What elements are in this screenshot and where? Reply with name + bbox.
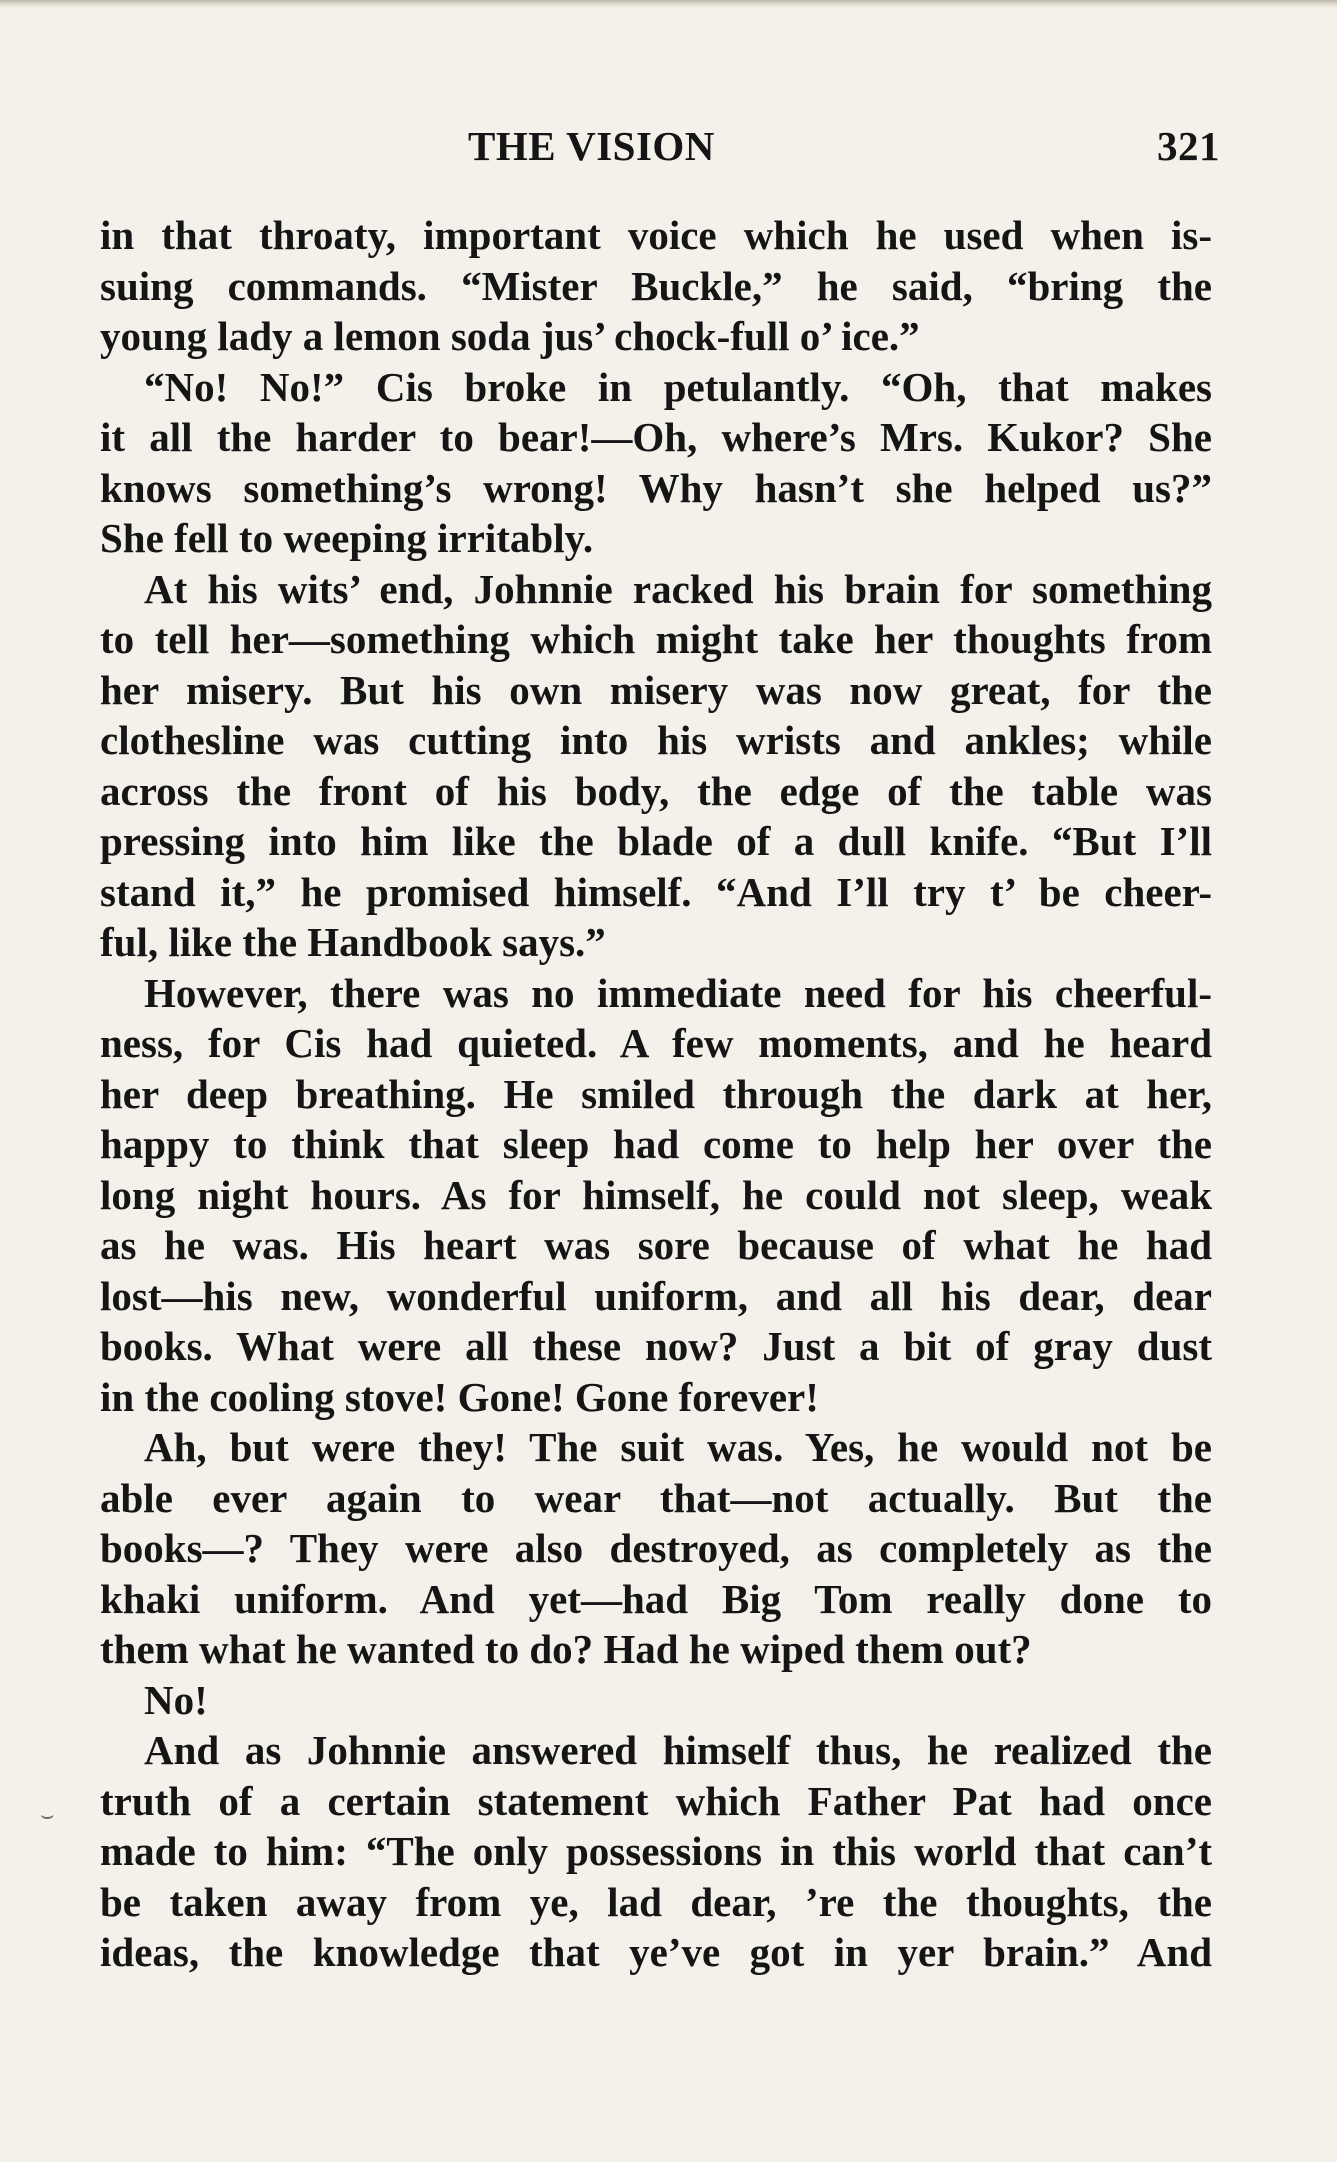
text-line: them what he wanted to do? Had he wiped them out? (100, 1626, 1032, 1672)
text-line: as he was. His heart was sore because of what he had (100, 1222, 1212, 1268)
text-line: across the front of his body, the edge of the table was (100, 767, 1212, 814)
text-line: ness, for Cis had quieted. A few moments, and he heard (100, 1020, 1212, 1066)
text-line: She fell to weeping irritably. (100, 515, 594, 561)
text-line: her misery. But his own misery was now great, for the (100, 666, 1212, 713)
text-line: lost—his new, wonderful uniform, and all his dear, dear (100, 1272, 1212, 1319)
text-line: happy to think that sleep had come to help her over the (100, 1121, 1212, 1167)
text-line: ideas, the knowledge that ye’ve got in yer brain.” And (100, 1929, 1212, 1975)
text-line: khaki uniform. And yet—had Big Tom really done to (100, 1575, 1212, 1622)
text-line: it all the harder to bear!—Oh, where’s Mrs. Kukor? She (100, 414, 1212, 460)
text-line: books. What were all these now? Just a bit of gray dust (100, 1323, 1212, 1369)
text-line: her deep breathing. He smiled through the dark at her, (100, 1070, 1212, 1117)
margin-mark: ⌣ (40, 1802, 55, 1827)
text-line: clothesline was cutting into his wrists and ankles; while (100, 717, 1212, 763)
text-line: knows something’s wrong! Why hasn’t she helped us?” (100, 464, 1212, 511)
text-line: able ever again to wear that—not actually. But the (100, 1474, 1212, 1521)
text-line: long night hours. As for himself, he could not sleep, weak (100, 1171, 1212, 1218)
text-line: books—? They were also destroyed, as completely as the (100, 1525, 1212, 1571)
text-line: “No! No!” Cis broke in petulantly. “Oh, that makes (144, 363, 1212, 410)
text-line: suing commands. “Mister Buckle,” he said, “bring the (100, 262, 1212, 309)
text-line: young lady a lemon soda jus’ chock-full o’ ice.” (100, 313, 920, 359)
text-line: No! (144, 1676, 208, 1723)
text-line: pressing into him like the blade of a dull knife. “But I’ll (100, 818, 1212, 864)
text-line: stand it,” he promised himself. “And I’ll try t’ be cheer- (100, 868, 1212, 915)
page-number: 321 (1157, 123, 1220, 169)
text-line: in the cooling stove! Gone! Gone forever! (100, 1373, 819, 1420)
text-line: to tell her—something which might take her thoughts from (100, 616, 1212, 662)
text-line: At his wits’ end, Johnnie racked his brain for something (144, 565, 1212, 612)
body-text (100, 210, 1212, 1978)
text-line: ful, like the Handbook says.” (100, 919, 606, 965)
text-line: in that throaty, important voice which he used when is- (100, 212, 1212, 258)
text-line: Ah, but were they! The suit was. Yes, he would not be (144, 1424, 1212, 1470)
page-top-edge (0, 0, 1337, 8)
chapter-title: THE VISION (468, 123, 715, 169)
text-line: However, there was no immediate need for his cheerful- (144, 969, 1212, 1016)
text-line: made to him: “The only possessions in this world that can’t (100, 1828, 1212, 1874)
text-line: And as Johnnie answered himself thus, he realized the (144, 1727, 1212, 1773)
running-head (100, 122, 1220, 182)
text-line: be taken away from ye, lad dear, ’re the thoughts, the (100, 1878, 1212, 1925)
text-line: truth of a certain statement which Father Pat had once (100, 1777, 1212, 1824)
